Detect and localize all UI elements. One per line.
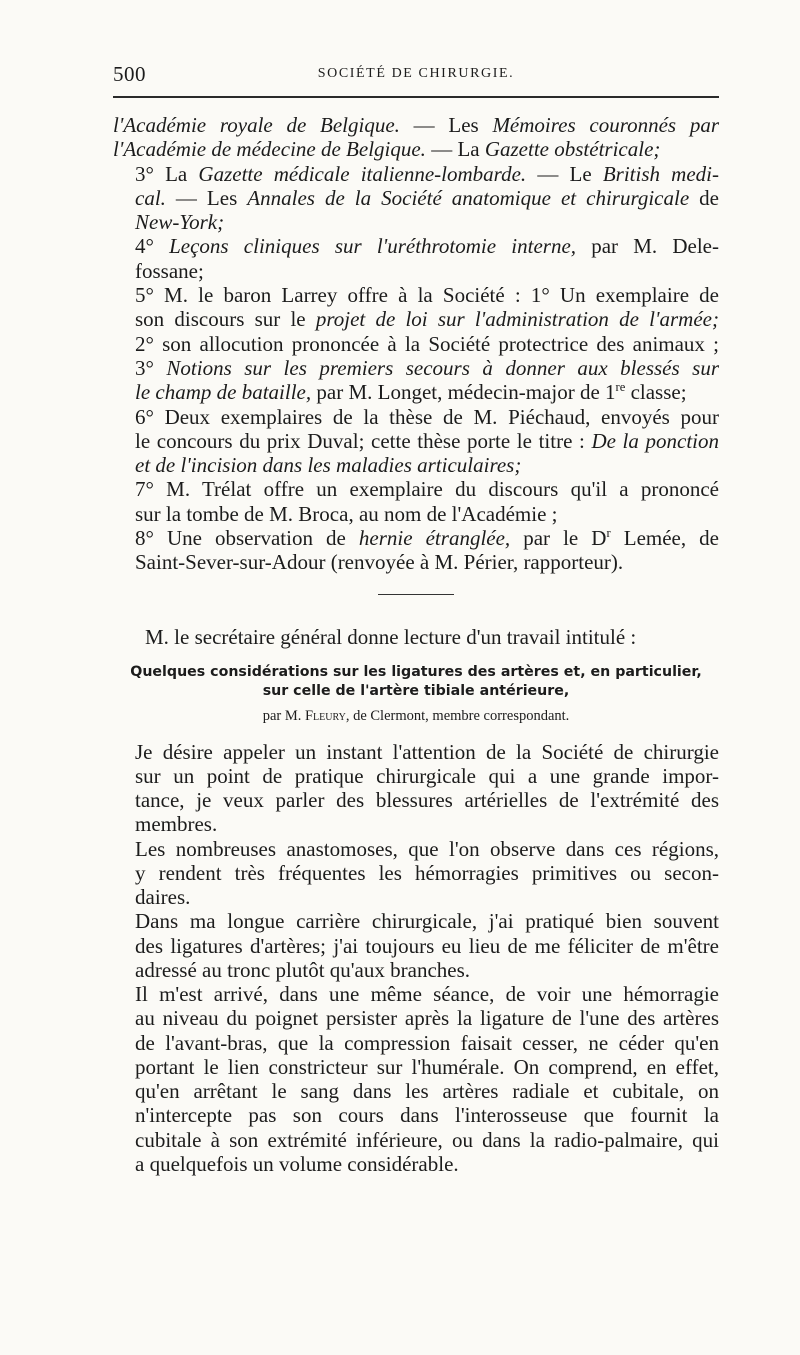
text-block [113, 113, 719, 1176]
text-line: a quelquefois un volume considérable. [135, 1151, 459, 1176]
article-title [113, 663, 719, 701]
text-line: Il m'est arrivé, dans une même séance, de voir une hémorragie [135, 982, 719, 1007]
page-number: 500 [113, 62, 146, 86]
text-run: de [689, 185, 719, 210]
text-run: — La [425, 137, 485, 162]
text-line [113, 356, 719, 380]
text-line: Les nombreuses anastomoses, que l'on observe dans ces régions, [135, 836, 719, 861]
text-run: 3° [135, 355, 167, 380]
text-run: 8° Une observation de [135, 526, 359, 551]
italic-run: le champ de bataille, [135, 380, 312, 405]
text-line [113, 186, 719, 210]
text-run: 2° son allocution prononcée à la Société protectrice des animaux ; [135, 331, 719, 356]
text-line [113, 453, 719, 477]
text-run: par le D [510, 526, 607, 551]
list-paragraph [113, 113, 719, 162]
italic-run: De la ponction [591, 428, 719, 453]
text-run: classe; [625, 380, 687, 405]
text-line [113, 307, 719, 331]
italic-run: l'Académie de médecine de Belgique. [113, 137, 426, 162]
list-paragraph [113, 283, 719, 404]
italic-run: hernie étranglée, [358, 526, 511, 551]
italic-run: New-York; [135, 210, 225, 235]
running-title: SOCIÉTÉ DE CHIRURGIE. [317, 66, 515, 81]
text-line: de l'avant-bras, que la compression faisait cesser, ne céder qu'en [135, 1030, 719, 1055]
text-run: Lemée, de [610, 526, 719, 551]
italic-run: Gazette obstétricale; [484, 137, 661, 162]
text-run: — Le [526, 161, 603, 186]
text-line: n'intercepte pas son cours dans l'interosseuse que fournit la [135, 1103, 719, 1128]
text-run: sur la tombe de M. Broca, au nom de l'Académie ; [135, 501, 558, 526]
italic-run: Gazette médicale italienne-lombarde. [198, 161, 527, 186]
text-run: fossane; [135, 258, 204, 283]
list-paragraph [113, 526, 719, 575]
body-paragraph [113, 909, 719, 982]
text-line: sur un point de pratique chirurgicale qui a une grande impor- [135, 763, 719, 788]
intro-line: M. le secrétaire général donne lecture d'un travail intitulé : [145, 624, 637, 649]
italic-run: l'Académie royale de Belgique. [113, 113, 400, 137]
text-line [113, 162, 719, 186]
text-line [113, 526, 719, 550]
author-name: Fleury [304, 707, 346, 724]
text-line: tance, je veux parler des blessures artérielles de l'extrémité des [135, 788, 719, 813]
text-run: par M. Dele- [576, 234, 719, 259]
article-title-line-2: sur celle de l'artère tibiale antérieure, [262, 682, 570, 699]
text-run: — Les [399, 113, 493, 137]
italic-run: et de l'incision dans les maladies articulaires; [135, 453, 522, 478]
body-paragraph [113, 837, 719, 910]
text-line [113, 210, 719, 234]
text-run: Saint-Sever-sur-Adour (renvoyée à M. Périer, rapporteur). [135, 550, 624, 575]
text-run: 6° Deux exemplaires de la thèse de M. Piéchaud, envoyés pour [135, 404, 719, 429]
text-run: le concours du prix Duval; cette thèse porte le titre : [135, 428, 592, 453]
byline [113, 706, 719, 726]
italic-run: Leçons cliniques sur l'uréthrotomie interne, [169, 234, 577, 259]
italic-run: projet de loi sur l'administration de l'armée; [315, 307, 719, 332]
superscript: re [615, 380, 626, 395]
text-run: son discours sur le [135, 307, 316, 332]
text-line: Dans ma longue carrière chirurgicale, j'ai pratiqué bien souvent [135, 909, 719, 934]
text-line: cubitale à son extrémité inférieure, ou dans la radio-palmaire, qui [135, 1127, 719, 1152]
body-paragraph [113, 740, 719, 837]
list-paragraph [113, 234, 719, 283]
text-line [113, 380, 719, 404]
page-header [113, 62, 719, 86]
body-paragraph [113, 982, 719, 1176]
text-line: qu'en arrêtant le sang dans les artères radiale et cubitale, on [135, 1079, 719, 1104]
text-run: — Les [165, 185, 248, 210]
italic-run: cal. [135, 185, 166, 210]
byline-suffix: , de Clermont, membre correspondant. [345, 707, 570, 724]
donations-list [113, 113, 719, 575]
text-line [113, 234, 719, 258]
italic-run: British medi- [602, 161, 719, 186]
text-run: 4° [135, 234, 170, 259]
article-title-line-1: Quelques considérations sur les ligatures des artères et, en particulier, [130, 663, 702, 680]
text-line: des ligatures d'artères; j'ai toujours eu lieu de me féliciter de m'être [135, 933, 719, 958]
text-line [113, 405, 719, 429]
text-run: 7° M. Trélat offre un exemplaire du discours qu'il a prononcé [135, 477, 719, 502]
list-paragraph [113, 162, 719, 235]
section-separator [378, 594, 454, 595]
article-body [113, 740, 719, 1177]
text-line [113, 429, 719, 453]
text-line: au niveau du poignet persister après la ligature de l'une des artères [135, 1006, 719, 1031]
text-line [113, 477, 719, 501]
text-line: daires. [135, 885, 191, 910]
text-line [113, 502, 719, 526]
text-line [113, 283, 719, 307]
header-rule [113, 96, 719, 98]
text-line [113, 259, 719, 283]
text-line: membres. [135, 812, 218, 837]
byline-prefix: par M. [262, 707, 305, 724]
text-line: y rendent très fréquentes les hémorragies primitives ou secon- [135, 860, 719, 885]
text-line: portant le lien constricteur sur l'humérale. On comprend, en effet, [135, 1054, 719, 1079]
text-line [113, 550, 719, 574]
italic-run: Mémoires couronnés par [492, 113, 719, 137]
text-run: 5° M. le baron Larrey offre à la Société : 1° Un exemplaire de [135, 283, 719, 308]
text-line [113, 137, 719, 161]
superscript: r [606, 526, 611, 541]
text-line: Je désire appeler un instant l'attention de la Société de chirurgie [135, 739, 719, 764]
text-line: adressé au tronc plutôt qu'aux branches. [135, 957, 471, 982]
text-run: par M. Longet, médecin-major de 1 [311, 380, 616, 405]
italic-run: Notions sur les premiers secours à donner aux blessés sur [166, 355, 719, 380]
text-line [113, 332, 719, 356]
list-paragraph [113, 405, 719, 478]
italic-run: Annales de la Société anatomique et chirurgicale [247, 185, 690, 210]
text-line [113, 113, 719, 137]
text-run: 3° La [135, 161, 199, 186]
list-paragraph [113, 477, 719, 526]
